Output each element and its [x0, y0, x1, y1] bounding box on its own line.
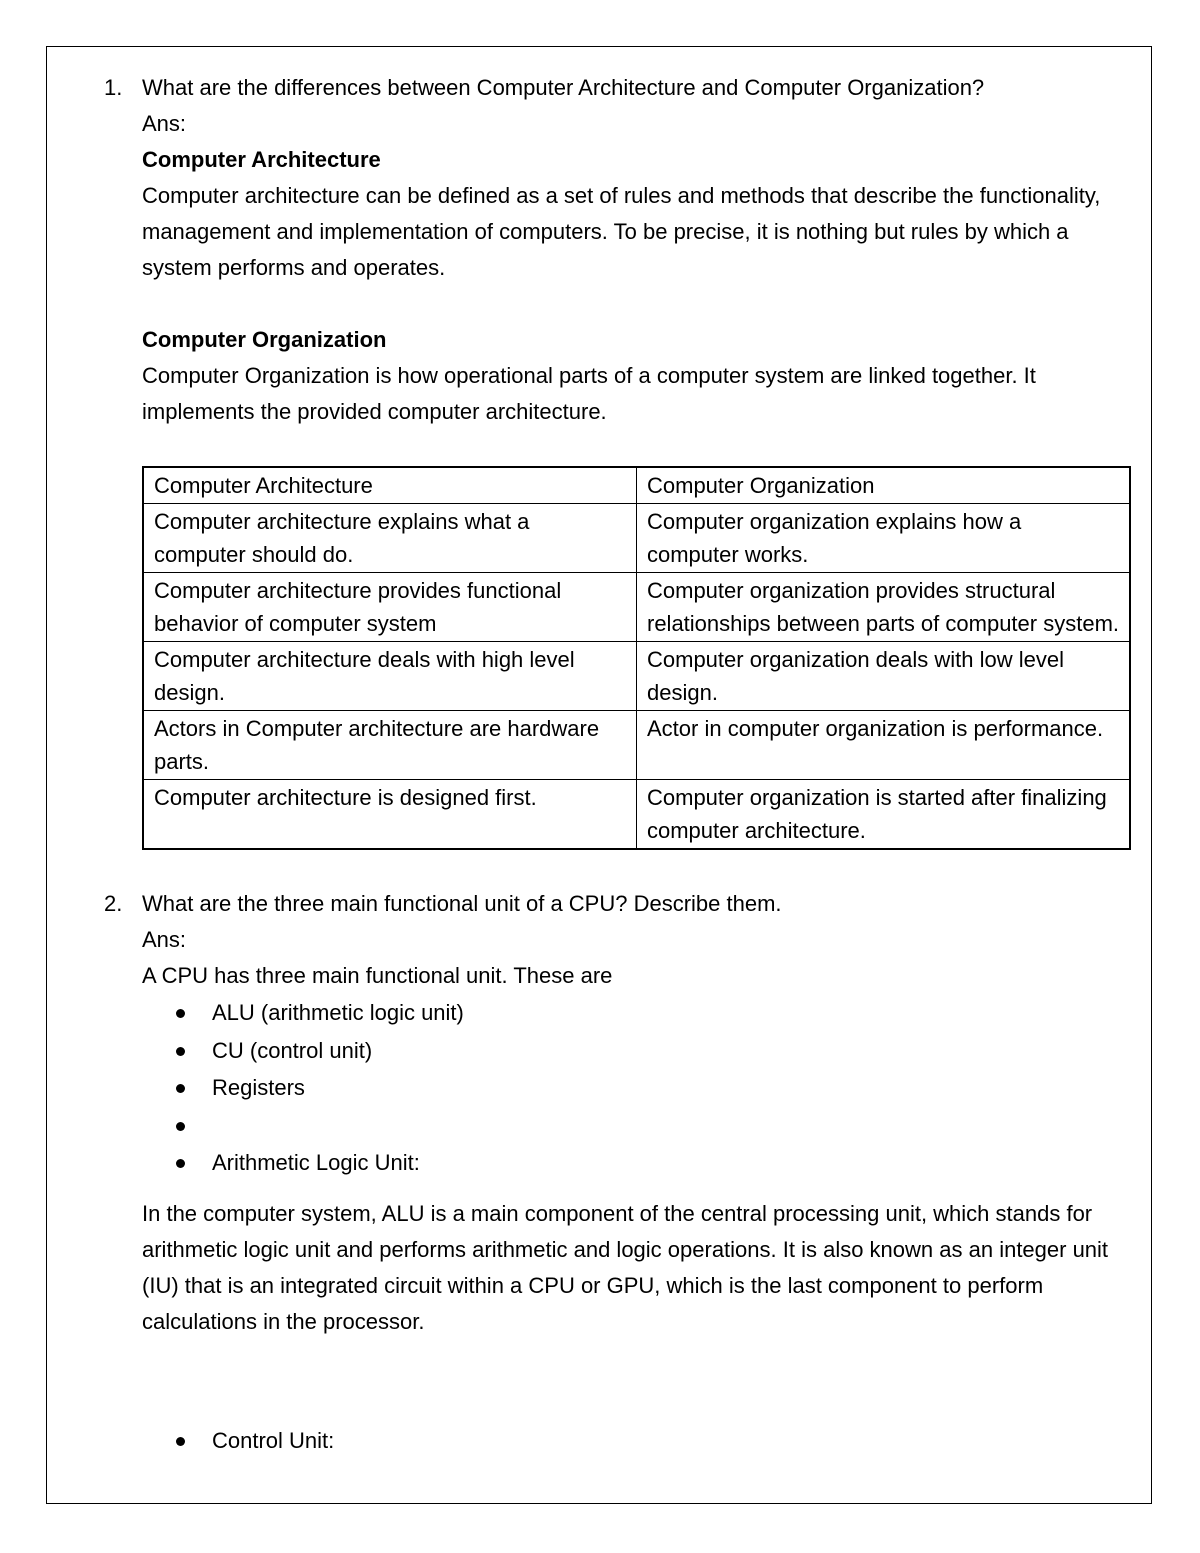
list-item	[142, 994, 1132, 1032]
alu-description: In the computer system, ALU is a main component of the central processing unit, which stands for arithmetic logic unit and performs arithmetic and logic operations. It is also known as an integer unit (IU) that is an integrated circuit within a CPU or GPU, which is the last component to perform calculations in the processor.	[142, 1200, 1109, 1334]
bullet-icon	[176, 1047, 185, 1056]
organization-text: Computer Organization is how operational parts of a computer system are linked together. It implements the provided computer architecture.	[142, 363, 1036, 424]
list-item	[142, 1107, 1132, 1145]
bullet-icon	[176, 1084, 185, 1093]
question-1-ans-label: Ans:	[142, 111, 187, 136]
list-item	[142, 1422, 1132, 1460]
table-row	[143, 504, 1130, 573]
table-cell: Computer organization explains how a computer works.	[637, 504, 1131, 573]
question-1-text: What are the differences between Computer Architecture and Computer Organization?	[142, 75, 985, 100]
question-2	[104, 886, 1132, 1459]
architecture-text: Computer architecture can be defined as a set of rules and methods that describe the functionality, management and implementation of computers. To be precise, it is nothing but rules by which a system performs and operates.	[142, 183, 1101, 280]
list-item-text: Control Unit:	[212, 1427, 335, 1453]
comparison-table	[142, 466, 1131, 850]
bullet-icon	[176, 1437, 185, 1446]
question-2-number: 2.	[104, 891, 123, 916]
list-item-text: Arithmetic Logic Unit:	[212, 1150, 420, 1175]
architecture-heading: Computer Architecture	[142, 147, 381, 172]
list-item-text: Registers	[212, 1075, 305, 1100]
table-cell: Computer organization is started after finalizing computer architecture.	[637, 780, 1131, 850]
bullet-icon	[176, 1122, 185, 1131]
table-cell: Computer architecture is designed first.	[143, 780, 637, 850]
table-cell: Computer organization provides structural relationships between parts of computer system.	[637, 573, 1131, 642]
list-item	[142, 1032, 1132, 1070]
table-row	[143, 780, 1130, 850]
bullet-icon	[176, 1009, 185, 1018]
organization-heading: Computer Organization	[142, 327, 387, 352]
question-1-number: 1.	[104, 75, 123, 100]
list-item-text: ALU (arithmetic logic unit)	[212, 1000, 464, 1025]
list-item-text: CU (control unit)	[212, 1037, 373, 1063]
list-item	[142, 1144, 1132, 1182]
table-cell: Computer architecture provides functional behavior of computer system	[143, 573, 637, 642]
table-cell: Computer architecture explains what a computer should do.	[143, 504, 637, 573]
question-2-text: What are the three main functional unit of a CPU? Describe them.	[142, 891, 782, 916]
table-cell: Computer architecture deals with high level design.	[143, 642, 637, 711]
bullet-icon	[176, 1159, 185, 1168]
control-unit-list	[142, 1422, 1132, 1460]
document-content	[104, 70, 1132, 1459]
table-header-cell: Computer Organization	[637, 467, 1131, 504]
cpu-units-list	[142, 994, 1132, 1182]
cpu-units-intro: A CPU has three main functional unit. These are	[142, 963, 613, 988]
table-row	[143, 573, 1130, 642]
table-row	[143, 711, 1130, 780]
table-cell: Actor in computer organization is performance.	[637, 711, 1131, 780]
question-2-ans-label: Ans:	[142, 927, 187, 952]
table-cell: Computer organization deals with low level design.	[637, 642, 1131, 711]
table-row	[143, 642, 1130, 711]
question-1	[104, 70, 1132, 850]
table-header-cell: Computer Architecture	[143, 467, 637, 504]
list-item	[142, 1069, 1132, 1107]
table-header-row	[143, 467, 1130, 504]
table-cell: Actors in Computer architecture are hardware parts.	[143, 711, 637, 780]
